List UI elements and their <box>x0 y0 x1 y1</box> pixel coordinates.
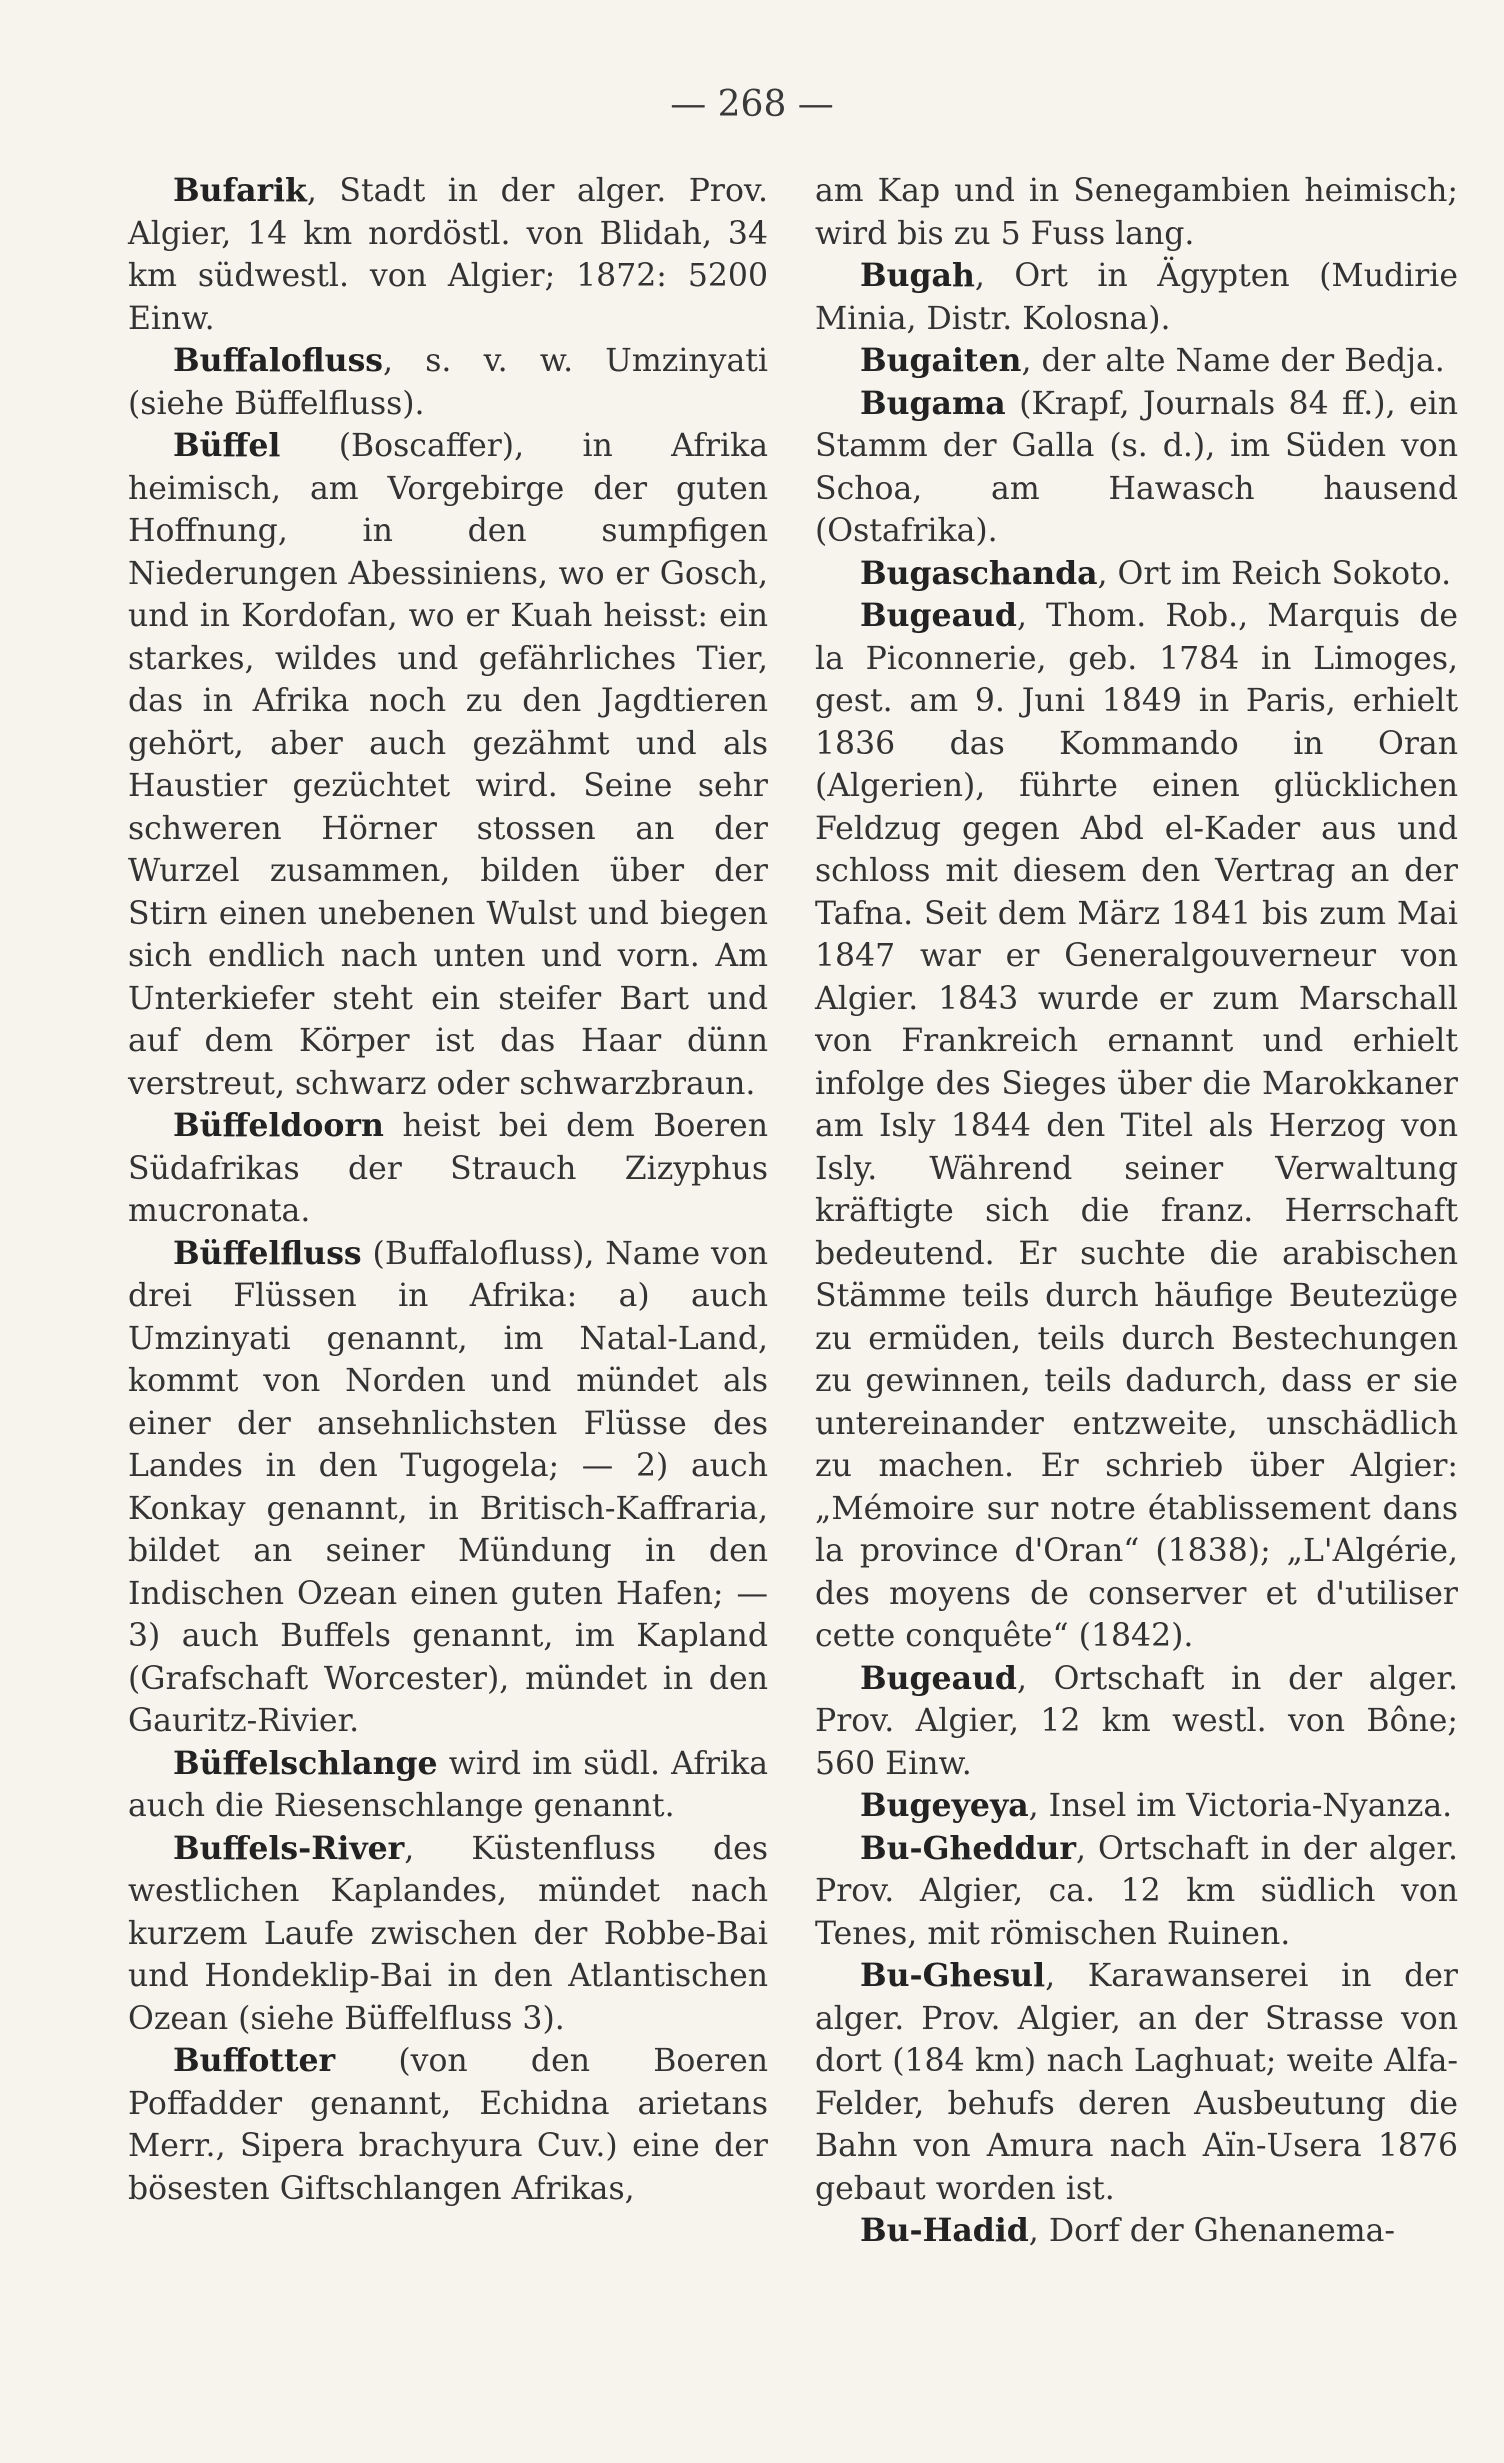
entry-text: wird im südl. Afrika auch die Riesenschlange genannt. <box>128 1745 768 1824</box>
entry <box>128 2040 768 2210</box>
entry-text: , Ortschaft in der alger. Prov. Algier, ca. 12 km südlich von Tenes, mit römischen Ruinen. <box>815 1830 1458 1952</box>
entry-text: , Ort im Reich Sokoto. <box>1097 555 1452 592</box>
entry <box>128 1105 768 1233</box>
entry <box>815 1828 1458 1956</box>
entry-text: , der alte Name der Bedja. <box>1021 343 1445 379</box>
entry <box>815 595 1458 1658</box>
entry-text: (Boscaffer), in Afrika heimisch, am Vorgebirge der guten Hoffnung, in den sumpfigen Niederungen Abessiniens, wo er Gosch, und in Kordofan, wo er Kuah heisst: ein starkes, wildes und gefährliches Tier, das in Afrika noch zu den Jagdtieren gehört, aber auch gezähmt und als Haustier gezüchtet wird. Seine sehr schweren Hörner stossen an der Wurzel zusammen, bilden über der Stirn einen unebenen Wulst und biegen sich endlich nach unten und vorn. Am Unterkiefer steht ein steifer Bart und auf dem Körper ist das Haar dünn verstreut, schwarz oder schwarzbraun. <box>128 428 768 1102</box>
entry <box>815 340 1458 383</box>
entry-text: , Insel im Victoria-Nyanza. <box>1028 1788 1453 1824</box>
entry-headword: Bufarik <box>173 172 307 209</box>
entry-text: (von den Boeren Poffadder genannt, Echidna arietans Merr., Sipera brachyura Cuv.) eine der bösesten Giftschlangen Afrikas, <box>128 2043 768 2207</box>
entry-text: , Ort in Ägypten (Mudirie Minia, Distr. Kolosna). <box>815 258 1458 337</box>
entry-text: , Ortschaft in der alger. Prov. Algier, 12 km westl. von Bône; 560 Einw. <box>815 1660 1458 1782</box>
entry-text: , Dorf der Ghenanema- <box>1028 2213 1396 2249</box>
entry <box>128 425 768 1105</box>
entry-headword: Buffels-River <box>173 1829 405 1867</box>
entry-text: , Karawanserei in der alger. Prov. Algier, an der Strasse von dort (184 km) nach Laghuat; weite Alfa-Felder, behufs deren Ausbeutung die Bahn von Amura nach Aïn-Usera 1876 gebaut worden ist. <box>815 1958 1458 2207</box>
entry-headword: Büffel <box>173 427 281 464</box>
entry <box>815 2210 1458 2253</box>
entry-headword: Bu-Hadid <box>860 2212 1029 2249</box>
entry-headword: Bu-Gheddur <box>860 1829 1076 1867</box>
entry-text: heist bei dem Boeren Südafrikas der Strauch Zizyphus mucronata. <box>128 1108 768 1229</box>
entry-headword: Bugah <box>860 257 975 294</box>
entry-headword: Bugama <box>860 384 1006 422</box>
entry <box>815 383 1458 553</box>
entry-headword: Bugeaud <box>860 597 1017 634</box>
entry-headword: Buffotter <box>173 2042 336 2079</box>
entry-text: , Thom. Rob., Marquis de la Piconnerie, geb. 1784 in Limoges, gest. am 9. Juni 1849 in Paris, erhielt 1836 das Kommando in Oran (Algerien), führte einen glücklichen Feldzug gegen Abd el-Kader aus und schloss mit diesem den Vertrag an der Tafna. Seit dem März 1841 bis zum Mai 1847 war er Generalgouverneur von Algier. 1843 wurde er zum Marschall von Frankreich ernannt und erhielt infolge des Sieges über die Marokkaner am Isly 1844 den Titel als Herzog von Isly. Während seiner Verwaltung kräftigte sich die franz. Herrschaft bedeutend. Er suchte die arabischen Stämme teils durch häufige Beutezüge zu ermüden, teils durch Bestechungen zu gewinnen, teils dadurch, dass er sie untereinander entzweite, unschädlich zu machen. Er schrieb über Algier: „Mémoire sur notre établissement dans la province d'Oran“ (1838); „L'Algérie, des moyens de conserver et d'utiliser cette conquête“ (1842). <box>815 598 1458 1654</box>
entry-continuation <box>815 170 1458 255</box>
entry <box>815 1785 1458 1828</box>
page-number: — 268 — <box>670 84 834 125</box>
entry-text: am Kap und in Senegambien heimisch; wird bis zu 5 Fuss lang. <box>815 173 1458 252</box>
entry-headword: Bugeyeya <box>860 1787 1029 1824</box>
entry <box>128 1743 768 1828</box>
entry-headword: Bugaiten <box>860 342 1022 379</box>
entry-text: (Buffalofluss), Name von drei Flüssen in Afrika: a) auch Umzinyati genannt, im Natal-Land, kommt von Norden und mündet als einer der ansehnlichsten Flüsse des Landes in den Tugogela; — 2) auch Konkay genannt, in Britisch-Kaffraria, bildet an seiner Mündung in den Indischen Ozean einen guten Hafen; — 3) auch Buffels genannt, im Kapland (Grafschaft Worcester), mündet in den Gauritz-Rivier. <box>128 1235 768 1739</box>
right-column <box>815 170 1458 2253</box>
entry-headword: Büffeldoorn <box>173 1107 384 1144</box>
entry-headword: Bugaschanda <box>860 554 1098 592</box>
left-column <box>128 170 768 2210</box>
entry-text: (Krapf, Journals 84 ff.), ein Stamm der Galla (s. d.), im Süden von Schoa, am Hawasch hausend (Ostafrika). <box>815 385 1458 549</box>
entry-text: , Stadt in der alger. Prov. Algier, 14 km nordöstl. von Blidah, 34 km südwestl. von Algier; 1872: 5200 Einw. <box>128 173 768 337</box>
entry <box>128 1828 768 2041</box>
entry <box>815 255 1458 340</box>
entry <box>128 340 768 425</box>
entry-headword: Bu-Ghesul <box>860 1957 1046 1994</box>
entry-headword: Büffelschlange <box>173 1744 438 1782</box>
entry-text: , s. v. w. Umzinyati (siehe Büffelfluss). <box>128 343 768 422</box>
entry <box>815 1955 1458 2210</box>
entry-headword: Buffalofluss <box>173 342 384 379</box>
entry <box>128 1233 768 1743</box>
entry <box>128 170 768 340</box>
entry <box>815 1658 1458 1786</box>
entry-headword: Büffelfluss <box>173 1234 362 1272</box>
entry-text: , Küstenfluss des westlichen Kaplandes, mündet nach kurzem Laufe zwischen der Robbe-Bai und Hondeklip-Bai in den Atlantischen Ozean (siehe Büffelfluss 3). <box>128 1830 768 2037</box>
entry-headword: Bugeaud <box>860 1659 1017 1697</box>
entry <box>815 553 1458 596</box>
